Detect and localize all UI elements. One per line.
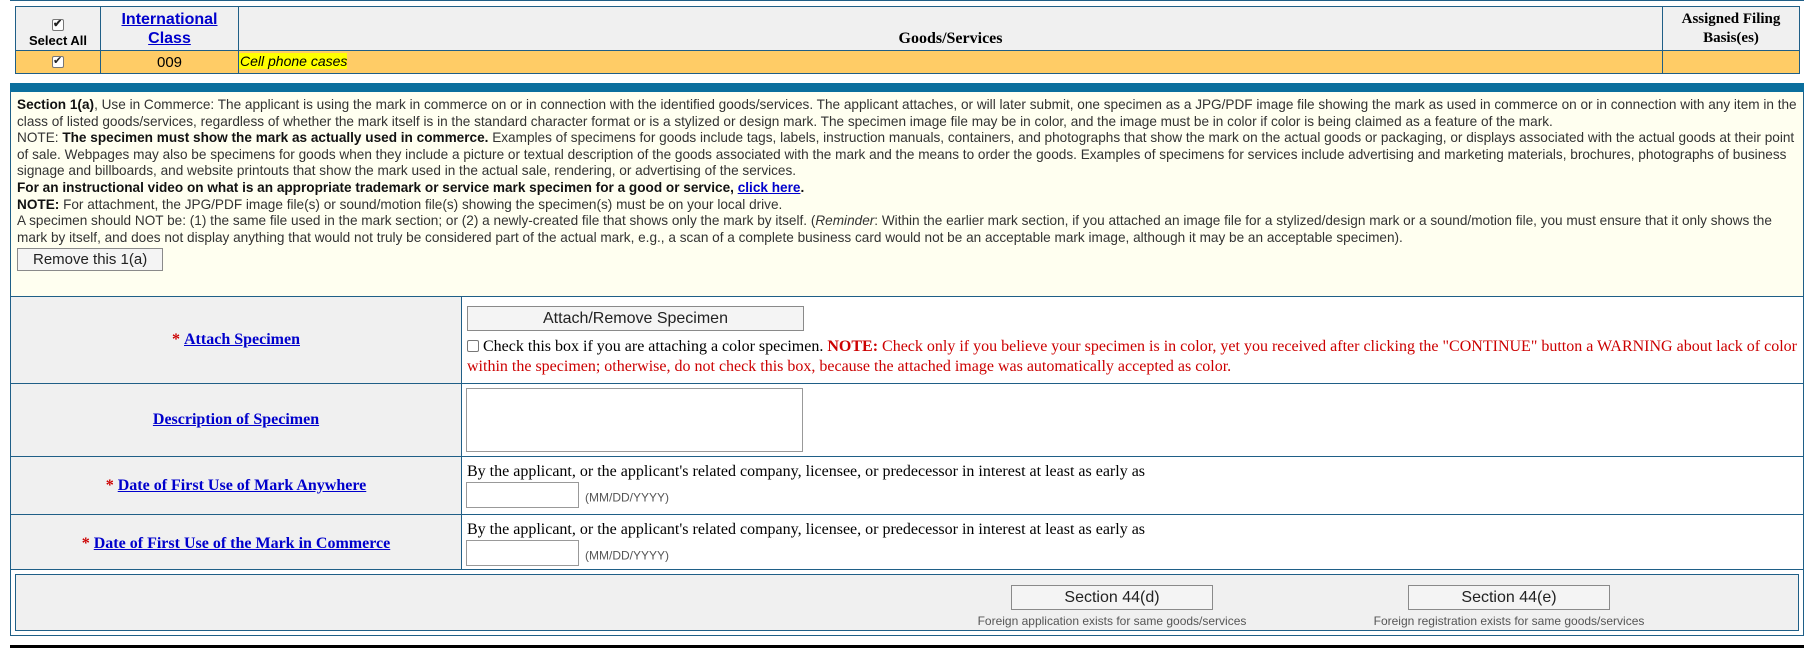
row-checkbox[interactable]: [52, 56, 64, 68]
color-checkbox-text: Check this box if you are attaching a color specimen.: [483, 338, 828, 355]
section-1a-panel: [10, 92, 1804, 296]
note-prefix: NOTE:: [17, 130, 63, 146]
color-specimen-line: [467, 337, 1798, 377]
click-here-link[interactable]: click here: [737, 179, 801, 195]
international-class-link[interactable]: International Class: [121, 10, 218, 47]
description-textarea[interactable]: [466, 388, 803, 452]
filing-basis-cell: [1663, 51, 1800, 74]
section-1a-intro-text: , Use in Commerce: The applicant is using the mark in commerce on or in connection with the identified goods/services. The applicant attaches, or will later submit, one specimen as a JPG/PDF image file showing the mark as used in commerce on or in connection with any item in the class of listed goods/services, regardless of whether the mark itself is in the standard character format or is a stylized or design mark. The specimen image file may be in color, and the image must be in color if color is being claimed as a feature of the mark.: [17, 97, 1797, 129]
attach-specimen-row: [11, 297, 1804, 384]
date-format-hint: (MM/DD/YYYY): [585, 490, 669, 505]
required-asterisk: *: [105, 476, 114, 494]
first-use-anywhere-input[interactable]: [466, 482, 579, 508]
class-table: [15, 6, 1800, 74]
description-value-cell: [462, 384, 1804, 457]
first-use-anywhere-value-cell: [462, 457, 1804, 515]
first-use-anywhere-link[interactable]: Date of First Use of Mark Anywhere: [117, 476, 367, 494]
section-1a-intro: [17, 97, 1797, 130]
specimen-form-table: [10, 296, 1804, 573]
attach-specimen-link[interactable]: Attach Specimen: [184, 331, 300, 348]
goods-services-cell: [239, 51, 1663, 74]
select-all-cell: [16, 7, 101, 51]
goods-services-header: Goods/Services: [239, 7, 1663, 51]
attach-specimen-label-cell: [11, 297, 462, 384]
description-row: [11, 384, 1804, 457]
required-asterisk: *: [81, 534, 90, 552]
specimen-note: [17, 130, 1797, 180]
first-use-commerce-link[interactable]: Date of First Use of the Mark in Commerce: [93, 534, 391, 552]
international-class-header: [101, 7, 239, 51]
first-use-commerce-label-cell: [11, 515, 462, 573]
foreign-basis-section: [10, 569, 1804, 636]
attach-specimen-value-cell: [462, 297, 1804, 384]
note-bold-text: The specimen must show the mark as actually used in commerce.: [62, 130, 489, 146]
instructional-video-line: [17, 180, 1797, 197]
attachment-note-text: For attachment, the JPG/PDF image file(s) or sound/motion file(s) showing the specimen(s) must be on your local drive.: [59, 196, 783, 212]
section-44d-button[interactable]: Section 44(d): [1011, 585, 1213, 610]
should-not-note: [17, 213, 1797, 246]
date-format-hint: (MM/DD/YYYY): [585, 548, 669, 563]
color-note-text: Check only if you believe your specimen is in color, yet you received after clicking the "CONTINUE" button a WARNING about lack of color within the specimen; otherwise, do not check this box, because the attached image was automatically accepted as color.: [467, 338, 1797, 375]
table-row: [16, 51, 1800, 74]
first-use-commerce-row: [11, 515, 1804, 573]
row-select-cell: [16, 51, 101, 74]
color-note-label: NOTE:: [827, 338, 879, 355]
select-all-checkbox[interactable]: [52, 19, 64, 31]
section-44e-button[interactable]: Section 44(e): [1408, 585, 1610, 610]
attachment-note: [17, 197, 1797, 214]
section-44e-caption: Foreign registration exists for same goods/services: [1373, 614, 1645, 628]
remove-1a-button[interactable]: Remove this 1(a): [17, 248, 163, 271]
attach-remove-specimen-button[interactable]: Attach/Remove Specimen: [467, 306, 804, 331]
required-asterisk: *: [172, 331, 180, 348]
description-label-cell: [11, 384, 462, 457]
description-of-specimen-link[interactable]: Description of Specimen: [152, 411, 320, 428]
date-lead-text: By the applicant, or the applicant's related company, licensee, or predecessor in interest at least as early as: [467, 521, 1146, 538]
note-text: Examples of specimens for goods include tags, labels, instruction manuals, containers, and photographs that show the mark on the actual goods or packaging, or displays associated with the actual goods at their point of sale. Webpages may also be specimens for goods when they include a picture or textual description of the goods associated with the mark and the means to order the goods. Examples of specimens for services include advertising and marketing materials, brochures, photographs of business signage and billboards, and website printouts that show the mark used in the actual sale, rendering, or advertising of the services.: [17, 130, 1795, 179]
first-use-commerce-input[interactable]: [466, 540, 579, 566]
bottom-divider: [10, 645, 1804, 648]
reminder-label: Reminder: [815, 213, 875, 229]
select-all-label: Select All: [28, 33, 88, 48]
first-use-commerce-value-cell: [462, 515, 1804, 573]
section-1a-title: Section 1(a): [17, 97, 95, 112]
color-specimen-checkbox[interactable]: [467, 340, 479, 352]
first-use-anywhere-label-cell: [11, 457, 462, 515]
video-end: .: [800, 179, 805, 195]
reminder-text: : Within the earlier mark section, if you attached an image file for a stylized/design mark or a sound/motion file, you must ensure that it only shows the mark by itself, and does not display anything that would not truly be considered part of the actual mark, e.g., a scan of a complete business card would not be an acceptable mark image, although it may be an acceptable specimen).: [17, 213, 1772, 245]
class-table-header: [16, 7, 1800, 51]
date-lead-text: By the applicant, or the applicant's related company, licensee, or predecessor in interest at least as early as: [467, 463, 1146, 480]
goods-services-value: Cell phone cases: [240, 53, 348, 69]
foreign-basis-panel: [15, 574, 1799, 631]
class-number: 009: [101, 51, 239, 74]
section-divider-band: [10, 83, 1804, 92]
section-44d-caption: Foreign application exists for same goods/services: [977, 614, 1247, 628]
attachment-note-label: NOTE:: [17, 196, 60, 212]
assigned-filing-basis-header: Assigned Filing Basis(es): [1663, 7, 1800, 51]
video-text: For an instructional video on what is an appropriate trademark or service mark specimen for a good or service,: [17, 179, 738, 195]
first-use-anywhere-row: [11, 457, 1804, 515]
top-frame-line: [10, 0, 1804, 1]
should-not-text: A specimen should NOT be: (1) the same file used in the mark section; or (2) a newly-created file that shows only the mark by itself. (: [17, 213, 816, 229]
